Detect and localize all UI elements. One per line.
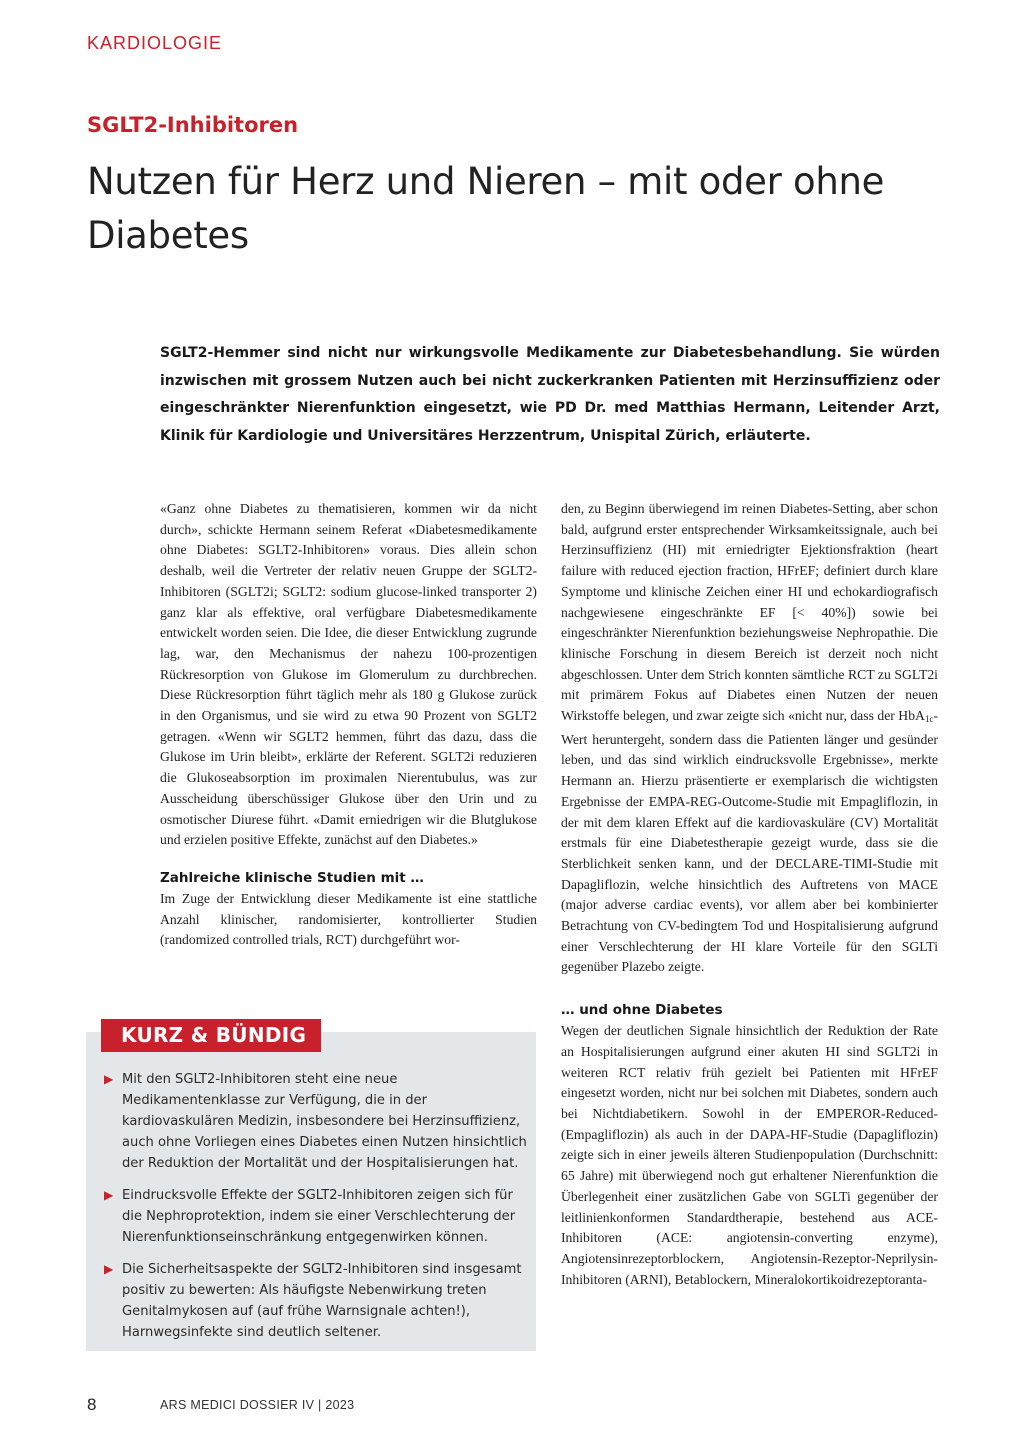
summary-item-text: Mit den SGLT2-Inhibitoren steht eine neue Medikamentenklasse zur Verfügung, die in der kardiovaskulären Medizin, insbesondere bei Herzinsuffizienz, auch ohne Vorliegen eines Diabetes einen Nutzen hinsichtlich der Reduktion der Mortalität und der Hospitalisierungen hat. bbox=[122, 1072, 527, 1171]
body-paragraph: Im Zuge der Entwicklung dieser Medikamente ist eine stattliche Anzahl klinischer, randomisierter, kontrollierter Studien (randomized controlled trials, RCT) durchgeführt wor- bbox=[160, 890, 537, 948]
subheading: Zahlreiche klinische Studien mit … bbox=[160, 869, 424, 886]
publication-footer: ARS MEDICI DOSSIER IV | 2023 bbox=[160, 1398, 355, 1412]
summary-list bbox=[104, 1069, 529, 1354]
body-text: -Wert heruntergeht, sondern dass die Patienten länger und gesünder leben, und das sind wirklich eindrucksvolle Ergebnisse», merkte Hermann an. Hierzu präsentierte er exemplarisch die wichtigsten Ergebnisse der EMPA-REG-Outcome-Studie mit Empagliflozin, in der mit dem klaren Effekt auf die kardiovaskuläre (CV) Mortalität erstmals für eine Diabetestherapie gezeigt wurde, dass sie die Sterblichkeit senken kann, und der DECLARE-TIMI-Studie mit Dapagliflozin, welche hinsichtlich des Auftretens von MACE (major adverse cardiac events), vor allem aber bei kombinierter Betrachtung von CV-bedingtem Tod und Hospitalisierung aufgrund einer Verschlechterung der HI klare Vorteile für den SGLTi gegenüber Plazebo zeigte. bbox=[561, 708, 938, 975]
body-paragraph bbox=[561, 499, 938, 978]
text-column-left bbox=[160, 499, 537, 951]
subscript: 1c bbox=[924, 714, 934, 725]
triangle-bullet-icon: ▶ bbox=[104, 1262, 114, 1276]
summary-item-text: Eindrucksvolle Effekte der SGLT2-Inhibitoren zeigen sich für die Nephroprotektion, indem sie einer Verschlechterung der Nierenfunktionseinschränkung entgegenwirken können. bbox=[122, 1188, 516, 1245]
article-lead: SGLT2-Hemmer sind nicht nur wirkungsvolle Medikamente zur Diabetesbehandlung. Sie würden inzwischen mit grossem Nutzen auch bei nicht zuckerkranken Patienten mit Herzinsuffizienz oder eingeschränkter Nierenfunktion eingesetzt, wie PD Dr. med Matthias Hermann, Leitender Arzt, Klinik für Kardiologie und Universitäres Herzzentrum, Unispital Zürich, erläuterte. bbox=[160, 345, 940, 444]
summary-box-heading: KURZ & BÜNDIG bbox=[101, 1019, 321, 1052]
summary-item-text: Die Sicherheitsaspekte der SGLT2-Inhibitoren sind insgesamt positiv zu bewerten: Als häufigste Nebenwirkung treten Genitalmykosen auf (auf frühe Warnsignale achten!), Harnwegsinfekte sind deutlich seltener. bbox=[122, 1262, 522, 1340]
subheading: … und ohne Diabetes bbox=[561, 1002, 723, 1019]
section-label: KARDIOLOGIE bbox=[87, 33, 223, 53]
summary-item bbox=[104, 1069, 529, 1174]
body-text: den, zu Beginn überwiegend im reinen Diabetes-Setting, aber schon bald, aufgrund erster entsprechender Wirksamkeitssignale, auch bei Herzinsuffizienz (HI) mit erniedrigter Ejektionsfraktion (heart failure with reduced ejection fraction, HFrEF; definiert durch klare Symptome und klinische Zeichen einer HI und echokardiografisch nachgewiesene eingeschränkte EF [< 40%]) sowie bei eingeschränkter Nierenfunktion beziehungsweise Nephropathie. Die klinische Forschung in diesem Bereich ist derzeit noch nicht abgeschlossen. Unter dem Strich konnten sämtliche RCT zu SGLT2i mit primärem Fokus auf Diabetes einen Nutzen der neuen Wirkstoffe belegen, und zwar zeigte sich «nicht nur, dass der HbA bbox=[561, 501, 938, 724]
summary-item bbox=[104, 1185, 529, 1248]
page-number: 8 bbox=[87, 1395, 97, 1414]
body-paragraph: Wegen der deutlichen Signale hinsichtlich der Reduktion der Rate an Hospitalisierungen aufgrund einer akuten HI sind SGLT2i in weiteren RCT relativ früh gezielt bei Patienten mit HFrEF eingesetzt worden, nicht nur bei solchen mit Diabetes, sondern auch bei Nichtdiabetikern. Sowohl in der EMPEROR-Reduced- (Empagliflozin) als auch in der DAPA-HF-Studie (Dapagliflozin) zeigte sich in einer jeweils älteren Studienpopulation (Durchschnitt: 65 Jahre) mit überwiegend noch gut erhaltener Nierenfunktion die Überlegenheit einer zusätzlichen Gabe von SGLTi gegenüber der leitlinienkonformen Standardtherapie, bestehend aus ACE-Inhibitoren (ACE: angiotensin-converting enzyme), Angiotensinrezeptorblockern, Angiotensin-Rezeptor-Neprilysin-Inhibitoren (ARNI), Betablockern, Mineralokortikoidrezeptoranta- bbox=[561, 1023, 938, 1287]
article-kicker: SGLT2-Inhibitoren bbox=[87, 113, 299, 137]
text-column-right bbox=[561, 499, 938, 1290]
article-title: Nutzen für Herz und Nieren – mit oder ohne Diabetes bbox=[87, 160, 885, 257]
summary-item bbox=[104, 1259, 529, 1343]
triangle-bullet-icon: ▶ bbox=[104, 1188, 114, 1202]
triangle-bullet-icon: ▶ bbox=[104, 1072, 114, 1086]
body-paragraph: «Ganz ohne Diabetes zu thematisieren, kommen wir da nicht durch», schickte Hermann seinem Referat «Diabetesmedikamente ohne Diabetes: SGLT2-Inhibitoren» voraus. Dies allein schon deshalb, weil die Vertreter der relativ neuen Gruppe der SGLT2-Inhibitoren (SGLT2i; SGLT2: sodium glucose-linked transporter 2) ganz klar als effektive, oral verfügbare Diabetesmedikamente entwickelt worden seien. Die Idee, die dieser Entwicklung zugrunde lag, war, den Mechanismus der nahezu 100-prozentigen Rückresorption von Glukose im Glomerulum zu durchbrechen. Diese Rückresorption führt täglich mehr als 180 g Glukose zurück in den Organismus, und sie wird zu etwa 90 Prozent von SGLT2 getragen. «Wenn wir SGLT2 hemmen, führt das dazu, dass die Glukose im Urin bleibt», erklärte der Referent. SGLT2i reduzieren die Glukoseabsorption im proximalen Nierentubulus, was zur Ausscheidung überschüssiger Glukose über den Urin und zu osmotischer Diurese führt. «Damit erniedrigen wir die Blutglukose und erzielen positive Effekte, zunächst auf den Diabetes.» bbox=[160, 501, 537, 848]
